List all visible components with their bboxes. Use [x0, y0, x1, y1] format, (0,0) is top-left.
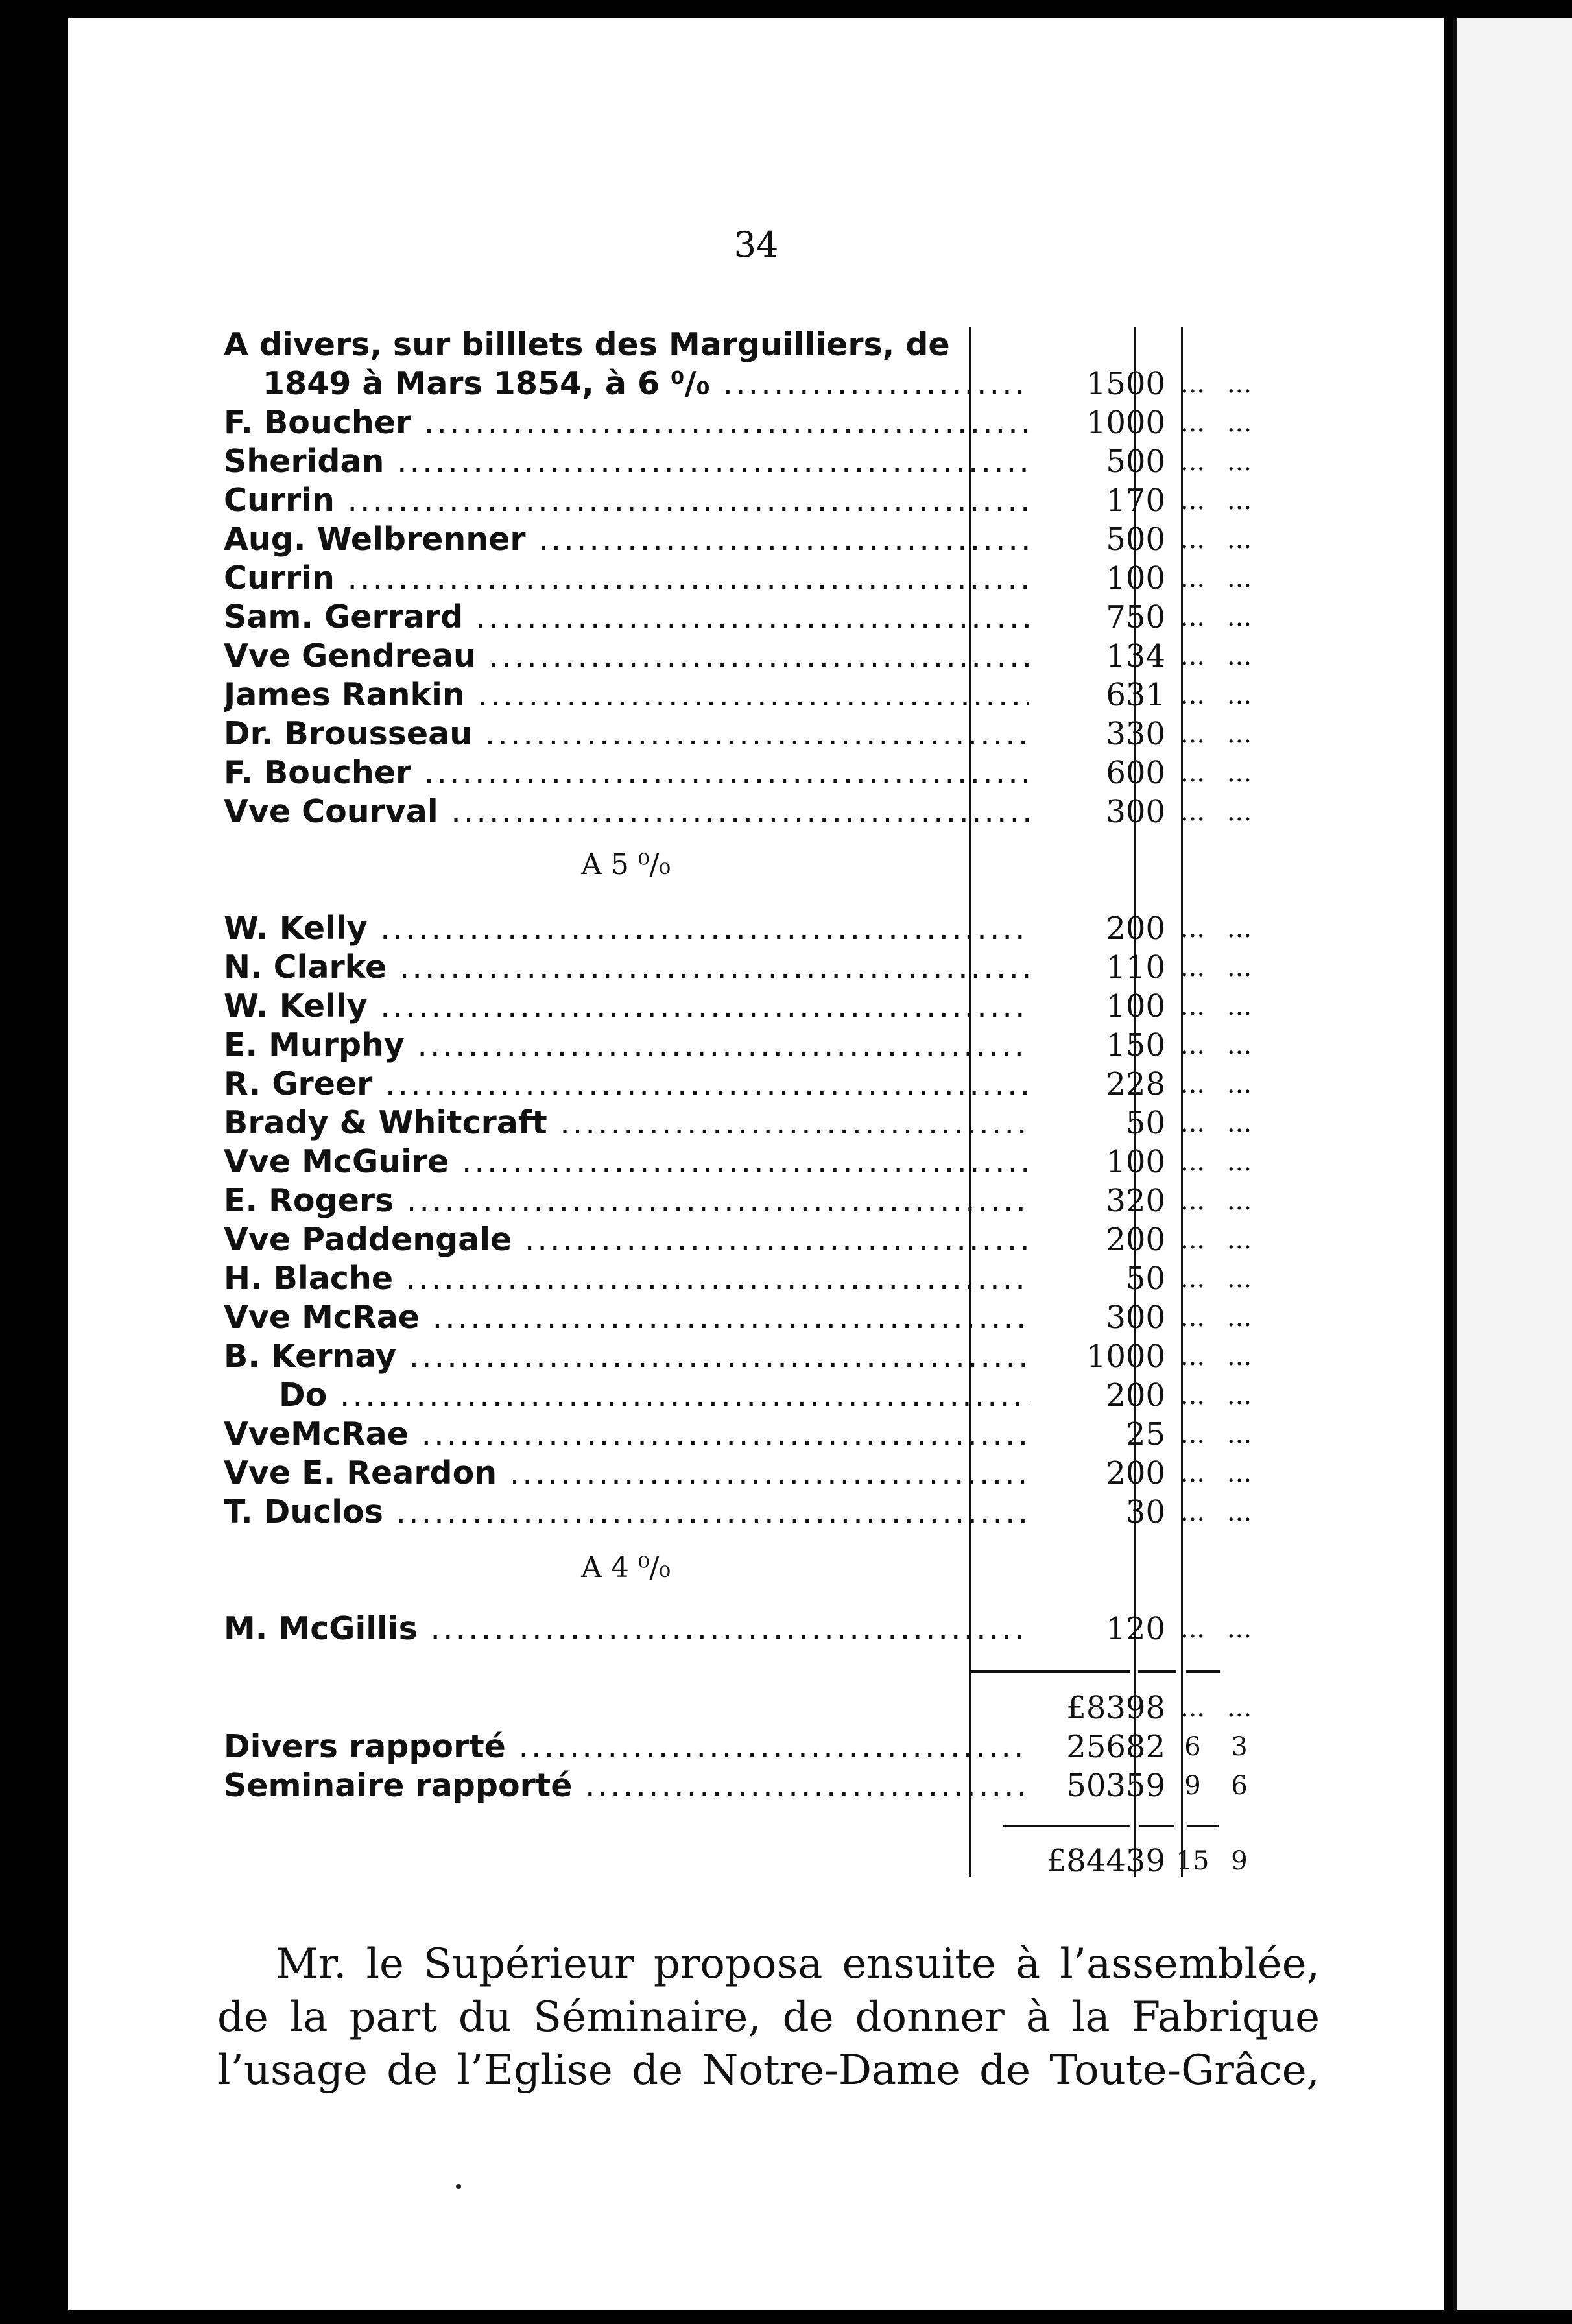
ledger-entry — [224, 987, 1313, 1026]
entry-pence: ... — [1226, 563, 1252, 593]
entry-name: Aug. Welbrenner ..... — [224, 520, 1029, 559]
entry-name: Do ..... — [279, 1376, 1029, 1415]
entry-name: 1849 à Mars 1854, à 6 ⁰/₀ ..... — [263, 364, 1029, 403]
entry-name: F. Boucher ..... — [224, 753, 1029, 792]
entry-shillings: ... — [1180, 1264, 1206, 1294]
entry-pence: ... — [1226, 914, 1252, 943]
ledger-entry-opening-continued — [263, 364, 1352, 403]
entry-shillings: ... — [1180, 486, 1206, 516]
entry-shillings: ... — [1180, 758, 1206, 788]
entry-pence: ... — [1226, 447, 1252, 477]
entry-amount: 25682 — [1066, 1729, 1165, 1765]
entry-pence: ... — [1226, 486, 1252, 516]
entry-pence: ... — [1226, 1069, 1252, 1099]
entry-pence: 6 — [1231, 1771, 1248, 1801]
paragraph-line: Mr. le Supérieur proposa ensuite à l’assemblée, — [276, 1940, 1320, 1988]
ledger-entry — [224, 598, 1313, 637]
entry-pence: 3 — [1231, 1732, 1248, 1762]
ledger-entry — [224, 715, 1313, 753]
entry-name: Dr. Brousseau ..... — [224, 715, 1029, 753]
scan-border-top — [0, 0, 1572, 19]
entry-name: Vve McGuire ..... — [224, 1143, 1029, 1181]
entry-shillings: ... — [1180, 1225, 1206, 1255]
entry-name: Currin ..... — [224, 481, 1029, 520]
entry-shillings: ... — [1180, 1497, 1206, 1527]
entry-pence: ... — [1226, 1186, 1252, 1216]
entry-amount: 50 — [1125, 1105, 1165, 1141]
entry-shillings: ... — [1180, 953, 1206, 982]
entry-shillings: ... — [1180, 991, 1206, 1021]
entry-name: E. Rogers ..... — [224, 1181, 1029, 1220]
subtotal-rule-shillings — [1138, 1670, 1176, 1673]
entry-name: T. Duclos ..... — [224, 1493, 1029, 1532]
entry-amount: 50 — [1125, 1261, 1165, 1297]
paragraph-line: de la part du Séminaire, de donner à la Fabrique — [217, 1993, 1320, 2041]
grand-total-shillings: 15 — [1176, 1846, 1209, 1876]
ledger-carried-entry — [224, 1766, 1313, 1805]
entry-pence: ... — [1226, 602, 1252, 632]
entry-pence: ... — [1226, 525, 1252, 554]
entry-shillings: ... — [1180, 1614, 1206, 1644]
entry-pence: ... — [1226, 1108, 1252, 1138]
entry-amount: 110 — [1106, 949, 1165, 986]
entry-shillings: ... — [1180, 719, 1206, 749]
entry-shillings: ... — [1180, 1419, 1206, 1449]
rate-heading-4-percent: A 4 ⁰/₀ — [581, 1551, 671, 1584]
ledger-entry — [224, 1609, 1313, 1648]
entry-name: F. Boucher ..... — [224, 403, 1029, 442]
entry-amount: 120 — [1106, 1611, 1165, 1647]
entry-amount: 500 — [1106, 521, 1165, 558]
entry-amount: 134 — [1106, 638, 1165, 674]
entry-amount: 25 — [1125, 1416, 1165, 1452]
entry-pence: ... — [1226, 680, 1252, 710]
entry-name: VveMcRae ..... — [224, 1415, 1029, 1454]
entry-amount: 170 — [1106, 482, 1165, 519]
ledger-entry — [224, 1415, 1313, 1454]
ledger-entry-ditto — [279, 1376, 1368, 1415]
total-rule-pence — [1187, 1825, 1219, 1827]
ink-speck — [456, 2184, 461, 2189]
entry-shillings: ... — [1180, 447, 1206, 477]
entry-shillings: ... — [1180, 1458, 1206, 1488]
entry-pence: ... — [1226, 719, 1252, 749]
entry-pence: ... — [1226, 1225, 1252, 1255]
entry-name: Vve E. Reardon ..... — [224, 1454, 1029, 1493]
entry-shillings: ... — [1180, 1381, 1206, 1410]
entry-shillings: ... — [1180, 680, 1206, 710]
entry-amount: 320 — [1106, 1183, 1165, 1219]
entry-shillings: ... — [1180, 914, 1206, 943]
book-page — [68, 18, 1444, 2310]
entry-amount: 1000 — [1086, 1338, 1165, 1375]
entry-name: A divers, sur billlets des Marguilliers, de — [224, 326, 950, 363]
ledger-entry — [224, 1298, 1313, 1337]
ledger-entry — [224, 1104, 1313, 1143]
entry-pence: ... — [1226, 1419, 1252, 1449]
ledger-entry — [224, 676, 1313, 715]
adjacent-page-edge — [1453, 18, 1572, 2310]
entry-shillings: ... — [1180, 1186, 1206, 1216]
ledger-entry — [224, 481, 1313, 520]
entry-name: E. Murphy ..... — [224, 1026, 1029, 1065]
entry-amount: 1000 — [1086, 405, 1165, 441]
entry-pence: ... — [1226, 1614, 1252, 1644]
ledger-entry — [224, 520, 1313, 559]
entry-pence: ... — [1226, 1342, 1252, 1371]
subtotal-rule-amount — [971, 1670, 1130, 1673]
ledger-entry — [224, 1337, 1313, 1376]
entry-shillings: ... — [1180, 1069, 1206, 1099]
subtotal-pence: ... — [1226, 1693, 1252, 1723]
total-rule-amount — [1003, 1825, 1130, 1827]
entry-shillings: ... — [1180, 1303, 1206, 1333]
entry-name: Vve McRae ..... — [224, 1298, 1029, 1337]
entry-shillings: ... — [1180, 563, 1206, 593]
entry-amount: 50359 — [1066, 1768, 1165, 1804]
entry-name: Vve Courval ..... — [224, 792, 1029, 831]
entry-shillings: ... — [1180, 797, 1206, 827]
entry-amount: 30 — [1125, 1494, 1165, 1530]
subtotal-amount: £8398 — [1066, 1690, 1165, 1726]
entry-name: Brady & Whitcraft ..... — [224, 1104, 1029, 1143]
grand-total-pence: 9 — [1231, 1846, 1248, 1876]
entry-name: James Rankin ..... — [224, 676, 1029, 715]
entry-name: Sheridan ..... — [224, 442, 1029, 481]
entry-pence: ... — [1226, 1381, 1252, 1410]
entry-pence: ... — [1226, 369, 1252, 399]
ledger-carried-entry — [224, 1727, 1313, 1766]
ledger-entry — [224, 1220, 1313, 1259]
ledger-entry — [224, 403, 1313, 442]
entry-name: Vve Gendreau ..... — [224, 637, 1029, 676]
subtotal-rule-pence — [1186, 1670, 1220, 1673]
entry-name: Sam. Gerrard ..... — [224, 598, 1029, 637]
entry-shillings: ... — [1180, 602, 1206, 632]
entry-shillings: ... — [1180, 1342, 1206, 1371]
entry-amount: 750 — [1106, 599, 1165, 635]
entry-amount: 330 — [1106, 716, 1165, 752]
entry-name: Seminaire rapporté ..... — [224, 1766, 1029, 1805]
entry-pence: ... — [1226, 408, 1252, 438]
entry-amount: 1500 — [1086, 366, 1165, 402]
ledger-entry — [224, 909, 1313, 948]
entry-pence: ... — [1226, 641, 1252, 671]
body-paragraph — [217, 1938, 1320, 2097]
ledger-entry — [224, 442, 1313, 481]
entry-shillings: ... — [1180, 641, 1206, 671]
entry-pence: ... — [1226, 953, 1252, 982]
ledger-entry — [224, 1493, 1313, 1532]
entry-pence: ... — [1226, 1030, 1252, 1060]
ledger-entry-opening — [224, 326, 1313, 364]
entry-pence: ... — [1226, 1458, 1252, 1488]
entry-amount: 600 — [1106, 755, 1165, 791]
entry-amount: 631 — [1106, 677, 1165, 713]
entry-name: W. Kelly ..... — [224, 987, 1029, 1026]
entry-pence: ... — [1226, 1264, 1252, 1294]
ledger-entry — [224, 559, 1313, 598]
ledger-entry — [224, 753, 1313, 792]
entry-name: Vve Paddengale ..... — [224, 1220, 1029, 1259]
entry-amount: 300 — [1106, 1299, 1165, 1336]
entry-amount: 200 — [1106, 1455, 1165, 1491]
entry-shillings: ... — [1180, 525, 1206, 554]
ledger-entry — [224, 948, 1313, 987]
entry-pence: ... — [1226, 1497, 1252, 1527]
grand-total-amount: £84439 — [1046, 1843, 1165, 1879]
ledger-entry — [224, 1454, 1313, 1493]
ledger-subtotal — [224, 1689, 1313, 1727]
total-rule-shillings — [1139, 1825, 1174, 1827]
ledger-entry — [224, 1026, 1313, 1065]
ledger-entry — [224, 792, 1313, 831]
entry-shillings: ... — [1180, 369, 1206, 399]
entry-amount: 200 — [1106, 1222, 1165, 1258]
entry-amount: 228 — [1106, 1066, 1165, 1102]
entry-name: Divers rapporté ..... — [224, 1727, 1029, 1766]
entry-name: Currin ..... — [224, 559, 1029, 598]
entry-shillings: 6 — [1184, 1732, 1201, 1762]
entry-amount: 100 — [1106, 560, 1165, 597]
entry-shillings: ... — [1180, 408, 1206, 438]
entry-shillings: ... — [1180, 1147, 1206, 1177]
rate-heading-5-percent: A 5 ⁰/₀ — [581, 848, 671, 881]
ledger-table — [68, 18, 1444, 1963]
entry-name: H. Blache ..... — [224, 1259, 1029, 1298]
entry-name: B. Kernay ..... — [224, 1337, 1029, 1376]
entry-pence: ... — [1226, 1303, 1252, 1333]
entry-shillings: ... — [1180, 1108, 1206, 1138]
entry-shillings: ... — [1180, 1030, 1206, 1060]
entry-amount: 100 — [1106, 988, 1165, 1025]
ledger-grand-total — [224, 1842, 1313, 1880]
entry-amount: 300 — [1106, 794, 1165, 830]
paragraph-line: l’usage de l’Eglise de Notre-Dame de Toute-Grâce, — [217, 2046, 1320, 2094]
entry-pence: ... — [1226, 797, 1252, 827]
page-number: 34 — [733, 224, 779, 265]
entry-amount: 500 — [1106, 444, 1165, 480]
ledger-entry — [224, 1143, 1313, 1181]
entry-pence: ... — [1226, 1147, 1252, 1177]
ledger-entry — [224, 1065, 1313, 1104]
entry-name: W. Kelly ..... — [224, 909, 1029, 948]
ledger-entry — [224, 1181, 1313, 1220]
entry-name: R. Greer ..... — [224, 1065, 1029, 1104]
entry-pence: ... — [1226, 758, 1252, 788]
subtotal-shillings: ... — [1180, 1693, 1206, 1723]
ledger-entry — [224, 637, 1313, 676]
entry-name: M. McGillis ..... — [224, 1609, 1029, 1648]
entry-name: N. Clarke ..... — [224, 948, 1029, 987]
entry-amount: 200 — [1106, 1377, 1165, 1414]
entry-amount: 150 — [1106, 1027, 1165, 1063]
entry-pence: ... — [1226, 991, 1252, 1021]
entry-amount: 200 — [1106, 910, 1165, 947]
entry-shillings: 9 — [1184, 1771, 1201, 1801]
entry-amount: 100 — [1106, 1144, 1165, 1180]
ledger-entry — [224, 1259, 1313, 1298]
